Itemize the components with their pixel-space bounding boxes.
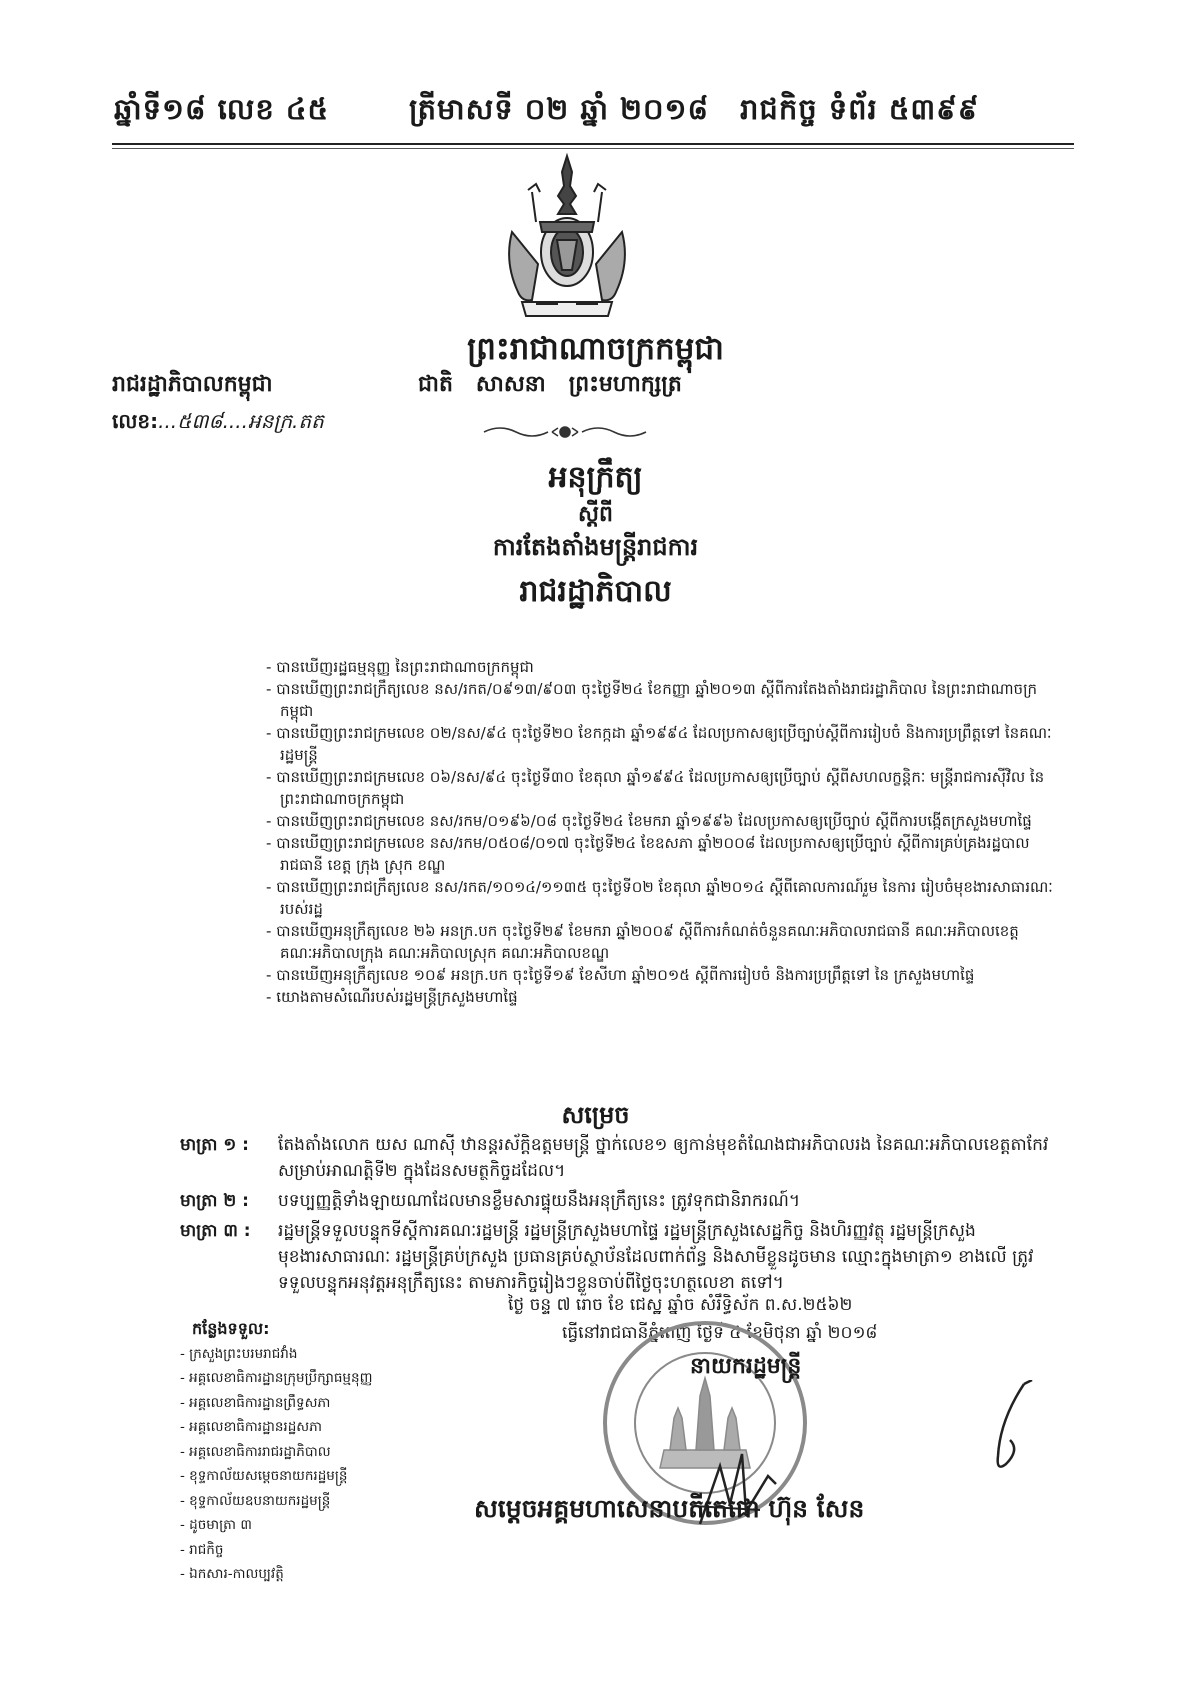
preamble-item: - បានឃើញព្រះរាជក្រមលេខ ០៦/នស/៩៤ ចុះថ្ងៃទី៣០ ខែតុលា ឆ្នាំ១៩៩៤ ដែលប្រកាសឲ្យប្រើច្បាប់ ស្តីពីសហលក្ខន្តិកៈ មន្ត្រីរាជការស៊ីវិល នៃព្រះរាជាណាចក្រកម្ពុជា: [266, 768, 1045, 808]
article-2: [180, 1188, 1060, 1214]
recipient-item: - ខុទ្ទកាល័យឧបនាយករដ្ឋមន្ត្រី: [180, 1492, 331, 1509]
header-quarter: ត្រីមាសទី ០២ ឆ្នាំ ២០១៨: [409, 92, 710, 126]
recipient-item: - អគ្គលេខាធិការដ្ឋានព្រឹទ្ធសភា: [180, 1394, 331, 1411]
about-label: ស្តីពី: [578, 502, 613, 527]
article-label: មាត្រា ១ :: [180, 1135, 249, 1155]
header-page-prefix: រាជកិច្ច ទំព័រ: [740, 92, 878, 126]
header-page: [740, 92, 979, 134]
article-label: មាត្រា ២ :: [180, 1191, 249, 1211]
ornament-divider-icon: [480, 424, 650, 440]
recipient-item: - ដូចមាត្រា ៣: [180, 1517, 252, 1533]
header-rule: [112, 143, 1074, 145]
reference-value: ...៥៣៨....អនក្រ.តត: [158, 409, 324, 433]
decision-heading: សម្រេច: [561, 1101, 630, 1129]
recipient-item: - អគ្គលេខាធិការរាជរដ្ឋាភិបាល: [180, 1443, 331, 1460]
recipient-item: - ក្រសួងព្រះបរមរាជវាំង: [180, 1345, 298, 1362]
royal-coat-of-arms-icon: [492, 152, 642, 324]
article-text: រដ្ឋមន្ត្រីទទួលបន្ទុកទីស្តីការគណៈរដ្ឋមន្ត្រី រដ្ឋមន្ត្រីក្រសួងមហាផ្ទៃ រដ្ឋមន្ត្រីក្រសួងសេដ្ឋកិច្ច និងហិរញ្ញវត្ថុ រដ្ឋមន្ត្រីក្រសួងមុខងារសាធារណៈ រដ្ឋមន្ត្រីគ្រប់ក្រសួង ប្រធានគ្រប់ស្ថាប័នដែលពាក់ព័ន្ធ និងសាមីខ្លួនដូចមាន ឈ្មោះក្នុងមាត្រា១ ខាងលើ ត្រូវទទួលបន្ទុកអនុវត្តអនុក្រឹត្យនេះ តាមភារកិច្ចរៀងៗខ្លួនចាប់ពីថ្ងៃចុះហត្ថលេខា តទៅ។: [278, 1221, 1034, 1293]
recipients-list: [180, 1317, 372, 1587]
reference-number: [112, 408, 324, 438]
preamble-item: - បានឃើញព្រះរាជក្រឹត្យលេខ នស/រកត/០៩១៣/៩០៣ ចុះថ្ងៃទី២៤ ខែកញ្ញា ឆ្នាំ២០១៣ ស្តីពីការតែងតាំងរាជរដ្ឋាភិបាល នៃព្រះរាជាណាចក្រកម្ពុជា: [266, 680, 1038, 720]
header-rule-thin: [112, 148, 1074, 149]
preamble-item: - បានឃើញអនុក្រឹត្យលេខ ១០៩ អនក្រ.បក ចុះថ្ងៃទី១៩ ខែសីហា ឆ្នាំ២០១៥ ស្តីពីការរៀបចំ និងការប្រព្រឹត្តទៅ នៃ ក្រសួងមហាផ្ទៃ: [266, 966, 975, 984]
header-issue: ឆ្នាំទី១៨ លេខ ៤៥: [114, 92, 329, 126]
recipients-title: កន្លែងទទួល:: [192, 1319, 270, 1338]
article-text: បទប្បញ្ញត្តិទាំងឡាយណាដែលមានខ្លឹមសារផ្ទុយនឹងអនុក្រឹត្យនេះ ត្រូវទុកជានិរាករណ៍។: [278, 1191, 801, 1211]
preamble-item: - បានឃើញរដ្ឋធម្មនុញ្ញ នៃព្រះរាជាណាចក្រកម្ពុជា: [266, 658, 534, 676]
lunar-date: ថ្ងៃ ចន្ទ ៧ រោច ខែ ជេស្ឋ ឆ្នាំច សំរឹទ្ធិស័ក ព.ស.២៥៦២: [508, 1295, 853, 1315]
recipient-item: - អគ្គលេខាធិការដ្ឋានក្រុមប្រឹក្សាធម្មនុញ្ញ: [180, 1370, 373, 1386]
article-3: [180, 1218, 1060, 1296]
article-1: [180, 1132, 1060, 1184]
recipient-item: - អគ្គលេខាធិការដ្ឋានរដ្ឋសភា: [180, 1419, 322, 1435]
national-motto: ជាតិ សាសនា ព្រះមហាក្សត្រ: [418, 372, 682, 397]
article-label: មាត្រា ៣ :: [180, 1221, 251, 1241]
signatory-title: នាយករដ្ឋមន្ត្រី: [690, 1354, 802, 1379]
reference-label: លេខ:: [112, 409, 159, 433]
recipient-item: - រាជកិច្ច: [180, 1541, 224, 1558]
preamble-item: - បានឃើញព្រះរាជក្រមលេខ នស/រកម/០១៩៦/០៨ ចុះថ្ងៃទី២៤ ខែមករា ឆ្នាំ១៩៩៦ ដែលប្រកាសឲ្យប្រើច្បាប់ ស្តីពីការបង្កើតក្រសួងមហាផ្ទៃ: [266, 812, 1032, 830]
preamble-item: - បានឃើញអនុក្រឹត្យលេខ ២៦ អនក្រ.បក ចុះថ្ងៃទី២៩ ខែមករា ឆ្នាំ២០០៩ ស្តីពីការកំណត់ចំនួនគណៈអភិបាលរាជធានី គណៈអភិបាលខេត្ត គណៈអភិបាលក្រុង គណៈអភិបាលស្រុក គណៈអភិបាលខណ្ឌ: [266, 922, 1019, 962]
issuer-name: រាជរដ្ឋាភិបាលកម្ពុជា: [112, 372, 273, 397]
signatory-name: សម្តេចអគ្គមហាសេនាបតីតេជោ ហ៊ុន សែន: [474, 1494, 865, 1523]
document-type: អនុក្រឹត្យ: [548, 460, 643, 495]
issuing-authority: រាជរដ្ឋាភិបាល: [519, 574, 672, 609]
recipient-item: - ខុទ្ទកាល័យសម្តេចនាយករដ្ឋមន្ត្រី: [180, 1468, 348, 1484]
document-subject: ការតែងតាំងមន្ត្រីរាជការ: [492, 533, 699, 561]
preamble-list: [266, 656, 1054, 1008]
preamble-item: - យោងតាមសំណើរបស់រដ្ឋមន្ត្រីក្រសួងមហាផ្ទៃ: [266, 988, 518, 1006]
kingdom-title: ព្រះរាជាណាចក្រកម្ពុជា: [467, 331, 724, 367]
preamble-item: - បានឃើញព្រះរាជក្រមលេខ នស/រកម/០៥០៨/០១៧ ចុះថ្ងៃទី២៤ ខែឧសភា ឆ្នាំ២០០៨ ដែលប្រកាសឲ្យប្រើច្បាប់ ស្តីពីការគ្រប់គ្រងរដ្ឋបាលរាជធានី ខេត្ត ក្រុង ស្រុក ខណ្ឌ: [266, 834, 1030, 874]
preamble-item: - បានឃើញព្រះរាជក្រឹត្យលេខ នស/រកត/១០១៤/១១៣៥ ចុះថ្ងៃទី០២ ខែតុលា ឆ្នាំ២០១៤ ស្តីពីគោលការណ៍រួម នៃការ រៀបចំមុខងារសាធារណៈរបស់រដ្ឋ: [266, 878, 1053, 918]
header-page-number: ៥៣៩៩: [888, 92, 980, 126]
article-text: តែងតាំងលោក យស ណាស៊ី ឋានន្តរស័ក្តិឧត្តមមន្ត្រី ថ្នាក់លេខ១ ឲ្យកាន់មុខតំណែងជាអភិបាលរង នៃគណៈអភិបាលខេត្តតាកែវ សម្រាប់អាណត្តិទី២ ក្នុងដែនសមត្ថកិច្ចដដែល។: [278, 1135, 1049, 1181]
solar-date: ធ្វើនៅរាជធានីភ្នំពេញ ថ្ងៃទី ៤ ខែមិថុនា ឆ្នាំ ២០១៨: [562, 1323, 878, 1343]
initial-signature-icon: [980, 1380, 1060, 1490]
preamble-item: - បានឃើញព្រះរាជក្រមលេខ ០២/នស/៩៤ ចុះថ្ងៃទី២០ ខែកក្កដា ឆ្នាំ១៩៩៤ ដែលប្រកាសឲ្យប្រើច្បាប់ស្តីពីការរៀបចំ និងការប្រព្រឹត្តទៅ នៃគណៈរដ្ឋមន្ត្រី: [266, 724, 1052, 764]
recipient-item: - ឯកសារ-កាលប្បវត្តិ: [180, 1566, 284, 1582]
